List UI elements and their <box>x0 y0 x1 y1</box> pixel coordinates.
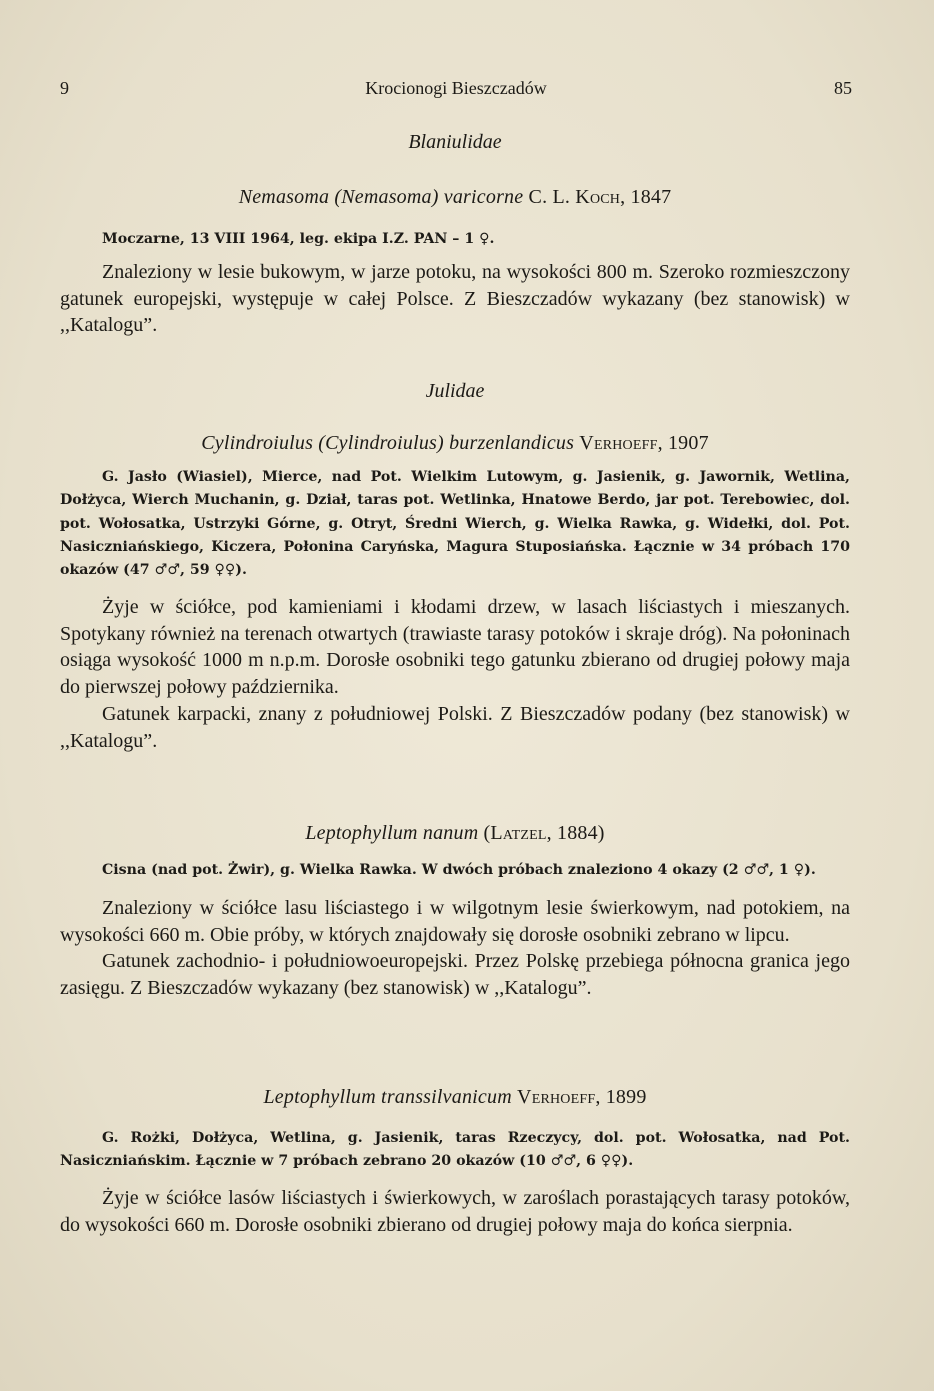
species-latin-name: Nemasoma (Nemasoma) varicorne <box>238 186 524 208</box>
localities-nemasoma <box>60 228 850 251</box>
species-heading-nemasoma <box>60 186 850 209</box>
species-prefix: ( <box>478 822 491 844</box>
description-leptophyllum-transsilvanicum <box>60 1185 850 1238</box>
species-heading-leptophyllum-nanum <box>60 822 850 845</box>
description-paragraph: Żyje w ściółce, pod kamieniami i kłodami drzew, w lasach liściastych i mieszanych. Spotykany również na terenach otwartych (trawiaste tarasy potoków i skraje dróg). Na połoninach osiąga wysokość 1000 m n.p.m. Dorosłe osobniki tego gatunku zbierano od drugiej połowy maja do pierwszej połowy października. <box>60 596 850 699</box>
species-latin-name: Leptophyllum transsilvanicum <box>263 1086 512 1108</box>
localities-text: Moczarne, 13 VIII 1964, leg. ekipa I.Z. PAN – 1 ♀. <box>102 231 495 247</box>
localities-text: Cisna (nad pot. Żwir), g. Wielka Rawka. W dwóch próbach znaleziono 4 okazy (2 ♂♂, 1 ♀). <box>102 862 816 878</box>
localities-leptophyllum-nanum <box>60 859 850 882</box>
species-year: , 1847 <box>620 186 672 208</box>
description-paragraph: Znaleziony w ściółce lasu liściastego i w wilgotnym lesie świerkowym, nad potokiem, na wysokości 660 m. Obie próby, w których znajdowały się dorosłe osobniki zebrano w lipcu. <box>60 897 850 946</box>
species-year: , 1899 <box>595 1086 647 1108</box>
running-header <box>60 78 852 104</box>
species-heading-cylindroiulus <box>60 432 850 455</box>
species-author: C. L. Koch <box>528 186 621 208</box>
description-nemasoma <box>60 259 850 339</box>
issue-number: 9 <box>60 78 69 98</box>
species-author: Verhoeff <box>579 432 658 454</box>
species-year: , 1884) <box>546 822 605 844</box>
description-cylindroiulus <box>60 594 850 754</box>
localities-leptophyllum-transsilvanicum <box>60 1127 850 1174</box>
description-leptophyllum-nanum <box>60 895 850 1002</box>
description-paragraph: Znaleziony w lesie bukowym, w jarze potoku, na wysokości 800 m. Szeroko rozmieszczony gatunek europejski, występuje w całej Polsce. Z Bieszczadów wykazany (bez stanowisk) w ,,Katalogu”. <box>60 261 850 337</box>
species-latin-name: Leptophyllum nanum <box>305 822 479 844</box>
localities-cylindroiulus <box>60 466 850 582</box>
family-heading-julidae: Julidae <box>425 380 485 402</box>
species-heading-leptophyllum-transsilvanicum <box>60 1086 850 1109</box>
family-heading-blaniulidae: Blaniulidae <box>408 131 502 153</box>
species-author: Verhoeff <box>517 1086 596 1108</box>
localities-text: G. Jasło (Wiasiel), Mierce, nad Pot. Wielkim Lutowym, g. Jasienik, g. Jawornik, Wetlina, Dołżyca, Wierch Muchanin, g. Dział, taras pot. Wetlinka, Hnatowe Berdo, jar pot. Terebowiec, dol. pot. Wołosatka, Ustrzyki Górne, g. Otryt, Średni Wierch, g. Wielka Rawka, g. Widełki, dol. Pot. Nasiczniańskiego, Kiczera, Połonina Caryńska, Magura Stuposiańska. Łącznie w 34 próbach 170 okazów (47 ♂♂, 59 ♀♀). <box>60 469 850 579</box>
page-number: 85 <box>834 78 852 98</box>
species-year: , 1907 <box>657 432 709 454</box>
species-author: Latzel <box>490 822 547 844</box>
description-paragraph: Żyje w ściółce lasów liściastych i świerkowych, w zaroślach porastających tarasy potoków, do wysokości 660 m. Dorosłe osobniki zbierano od drugiej połowy maja do końca sierpnia. <box>60 1187 850 1236</box>
species-latin-name: Cylindroiulus (Cylindroiulus) burzenlandicus <box>201 432 575 454</box>
running-title: Krocionogi Bieszczadów <box>365 78 547 98</box>
description-paragraph: Gatunek zachodnio- i południowoeuropejski. Przez Polskę przebiega północna granica jego zasięgu. Z Bieszczadów wykazany (bez stanowisk) w ,,Katalogu”. <box>60 950 850 1000</box>
description-paragraph: Gatunek karpacki, znany z południowej Polski. Z Bieszczadów podany (bez stanowisk) w ,,Katalogu”. <box>60 702 850 752</box>
localities-text: G. Rożki, Dołżyca, Wetlina, g. Jasienik, taras Rzeczycy, dol. pot. Wołosatka, nad Pot. Nasiczniańskim. Łącznie w 7 próbach zebrano 20 okazów (10 ♂♂, 6 ♀♀). <box>60 1130 850 1170</box>
